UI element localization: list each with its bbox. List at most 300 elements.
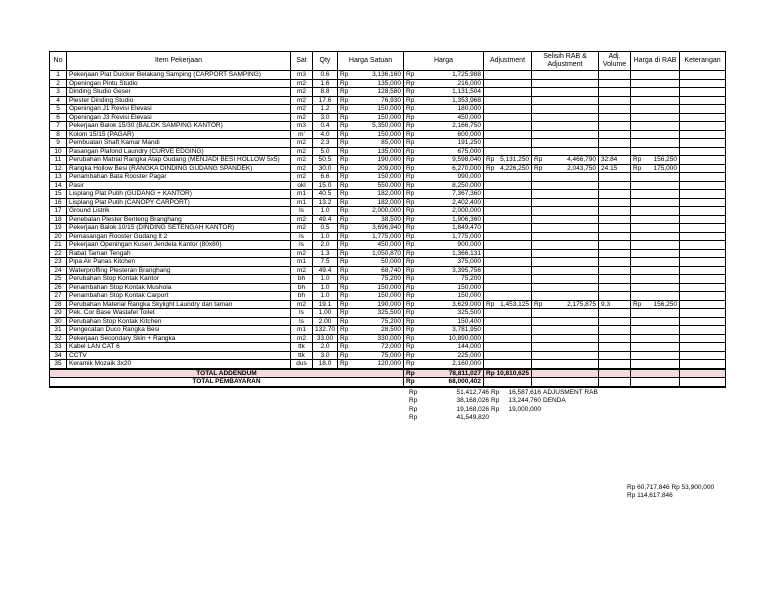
cell-harga-satuan bbox=[338, 258, 404, 267]
cell-text: Pipa Air Panas Kitchen bbox=[69, 258, 136, 266]
cell-sat bbox=[291, 113, 313, 122]
cell-amount: 150,000 bbox=[457, 292, 481, 300]
cell-adj-volume bbox=[599, 122, 631, 131]
total-pembayaran-label: TOTAL PEMBAYARAN bbox=[50, 378, 404, 387]
total-addendum-value bbox=[404, 369, 484, 378]
cell-keterangan bbox=[680, 113, 726, 122]
cell-amount: 150,400 bbox=[457, 317, 481, 325]
cell-adj-volume bbox=[599, 181, 631, 190]
currency-label: Rp bbox=[406, 309, 415, 317]
table-row bbox=[50, 88, 726, 97]
table-row bbox=[50, 71, 726, 80]
cell-keterangan bbox=[680, 147, 726, 156]
cell-text: 7 bbox=[56, 122, 60, 130]
cell-harga-rab bbox=[631, 241, 680, 250]
table-row bbox=[50, 334, 726, 343]
cell-qty bbox=[313, 309, 338, 318]
cell-text: 11 bbox=[54, 156, 62, 164]
cell-qty bbox=[313, 343, 338, 352]
cell-item bbox=[67, 266, 291, 275]
empty-cell bbox=[484, 378, 532, 387]
cell-amount: 150,000 bbox=[377, 113, 401, 121]
cell-text: m3 bbox=[296, 122, 307, 130]
header-no: No bbox=[50, 52, 67, 71]
cell-adj-volume bbox=[599, 275, 631, 284]
cell-qty bbox=[313, 181, 338, 190]
cell-harga-satuan bbox=[338, 88, 404, 97]
cell-adjustment bbox=[484, 351, 532, 360]
cell-text: Perubahan Stop Kontak Kitchen bbox=[69, 317, 162, 325]
cell-amount: 2,166,750 bbox=[452, 122, 481, 130]
header-keterangan: Keterangan bbox=[680, 52, 726, 71]
cell-qty bbox=[313, 96, 338, 105]
cell-text: 5.0 bbox=[320, 147, 330, 155]
cell-amount: 5,131,250 bbox=[500, 156, 530, 164]
cell-item bbox=[67, 122, 291, 131]
summary-lines bbox=[409, 389, 726, 423]
cell-text: 1.2 bbox=[320, 105, 330, 113]
currency-label: Rp bbox=[340, 360, 349, 368]
side-note-2: Rp 114,617,846 bbox=[627, 492, 673, 499]
cell-qty bbox=[313, 79, 338, 88]
cell-text: m2 bbox=[296, 215, 307, 223]
currency-label: Rp bbox=[340, 207, 349, 215]
currency-label: Rp bbox=[486, 300, 495, 308]
total-adj-amount: 10,810,625 bbox=[496, 369, 530, 377]
cell-qty bbox=[313, 71, 338, 80]
cell-qty bbox=[313, 113, 338, 122]
cell-harga-satuan bbox=[338, 292, 404, 301]
currency-label: Rp bbox=[486, 164, 495, 172]
cell-item bbox=[67, 181, 291, 190]
cell-amount: 1,131,504 bbox=[452, 88, 481, 96]
cell-harga bbox=[404, 351, 484, 360]
cell-no bbox=[50, 300, 67, 309]
cell-qty bbox=[313, 275, 338, 284]
cell-sat bbox=[291, 105, 313, 114]
currency-label: Rp bbox=[406, 317, 415, 325]
cell-adjustment bbox=[484, 173, 532, 182]
header-sat: Sat bbox=[291, 52, 313, 71]
empty-cell bbox=[532, 369, 599, 378]
cell-sat bbox=[291, 334, 313, 343]
cell-sat bbox=[291, 232, 313, 241]
cell-harga-satuan bbox=[338, 139, 404, 148]
cell-adj-volume bbox=[599, 139, 631, 148]
cell-selisih bbox=[532, 215, 599, 224]
currency-label: Rp bbox=[340, 156, 349, 164]
cell-adj-volume bbox=[599, 258, 631, 267]
cell-text: bh bbox=[297, 275, 306, 283]
cell-text: m1 bbox=[296, 258, 307, 266]
cell-item bbox=[67, 147, 291, 156]
cell-harga-satuan bbox=[338, 275, 404, 284]
cell-text: ls bbox=[299, 309, 304, 317]
table-row bbox=[50, 198, 726, 207]
summary-line bbox=[409, 389, 726, 398]
header-harga-rab: Harga di RAB bbox=[631, 52, 680, 71]
cell-qty bbox=[313, 300, 338, 309]
cell-text: 4 bbox=[56, 96, 60, 104]
cell-harga bbox=[404, 249, 484, 258]
cell-text: bh bbox=[297, 283, 306, 291]
cell-adjustment bbox=[484, 113, 532, 122]
cell-harga-rab bbox=[631, 181, 680, 190]
currency-label: Rp bbox=[340, 258, 349, 266]
currency-label: Rp bbox=[406, 334, 415, 342]
table-row bbox=[50, 173, 726, 182]
cell-keterangan bbox=[680, 309, 726, 318]
cell-adjustment bbox=[484, 326, 532, 335]
cell-harga-rab bbox=[631, 88, 680, 97]
cell-text: 40.5 bbox=[318, 190, 332, 198]
cell-keterangan bbox=[680, 360, 726, 369]
cell-harga-rab bbox=[631, 156, 680, 165]
cell-amount: 3,781,950 bbox=[452, 326, 481, 334]
cell-keterangan bbox=[680, 173, 726, 182]
cell-harga-satuan bbox=[338, 173, 404, 182]
table-row bbox=[50, 105, 726, 114]
cell-amount: 175,000 bbox=[653, 164, 678, 172]
cell-no bbox=[50, 224, 67, 233]
cell-harga-rab bbox=[631, 147, 680, 156]
cell-amount: 75,200 bbox=[461, 275, 481, 283]
cell-text: 49.4 bbox=[318, 215, 332, 223]
cell-selisih bbox=[532, 360, 599, 369]
cell-text: 23 bbox=[54, 258, 62, 266]
cell-harga-rab bbox=[631, 360, 680, 369]
cell-adj-volume bbox=[599, 71, 631, 80]
currency-label: Rp bbox=[406, 147, 415, 155]
cell-amount: 2,175,875 bbox=[567, 300, 597, 308]
cell-harga bbox=[404, 79, 484, 88]
cell-harga-rab bbox=[631, 105, 680, 114]
cell-no bbox=[50, 351, 67, 360]
cell-keterangan bbox=[680, 300, 726, 309]
cell-harga bbox=[404, 283, 484, 292]
cell-harga-rab bbox=[631, 122, 680, 131]
cell-no bbox=[50, 173, 67, 182]
currency-label: Rp bbox=[340, 317, 349, 325]
cell-adjustment bbox=[484, 249, 532, 258]
cell-no bbox=[50, 139, 67, 148]
cell-amount: 4,226,250 bbox=[500, 164, 530, 172]
cell-adj-volume bbox=[599, 113, 631, 122]
cell-adj-volume bbox=[599, 334, 631, 343]
cell-amount: 180,000 bbox=[457, 105, 481, 113]
cell-item bbox=[67, 232, 291, 241]
cell-harga-satuan bbox=[338, 198, 404, 207]
currency-label: Rp bbox=[406, 258, 415, 266]
cell-text: 50.5 bbox=[318, 156, 332, 164]
cell-text: 20 bbox=[54, 232, 62, 240]
cell-harga bbox=[404, 241, 484, 250]
currency-label: Rp bbox=[406, 343, 415, 351]
cell-adj-volume bbox=[599, 292, 631, 301]
cell-item bbox=[67, 139, 291, 148]
cell-no bbox=[50, 249, 67, 258]
currency-label: Rp bbox=[340, 241, 349, 249]
currency-label: Rp bbox=[340, 147, 349, 155]
currency-label: Rp bbox=[406, 105, 415, 113]
cell-text: Pemasangan Rooster Gudang lt 2 bbox=[69, 232, 168, 240]
cell-item bbox=[67, 317, 291, 326]
cell-selisih bbox=[532, 79, 599, 88]
summary-value-2: 19,000,000 bbox=[508, 405, 541, 413]
header-adj-volume: Adj. Volume bbox=[599, 52, 631, 71]
cell-text: 19.1 bbox=[318, 300, 332, 308]
cell-adj-volume bbox=[599, 249, 631, 258]
currency-label: Rp bbox=[406, 139, 415, 147]
cell-text: m2 bbox=[296, 79, 307, 87]
cell-harga bbox=[404, 232, 484, 241]
cell-item bbox=[67, 164, 291, 173]
cell-harga-rab bbox=[631, 164, 680, 173]
cell-qty bbox=[313, 130, 338, 139]
cell-harga-rab bbox=[631, 309, 680, 318]
cell-text: 16 bbox=[54, 198, 62, 206]
cell-adj-volume bbox=[599, 232, 631, 241]
cell-no bbox=[50, 190, 67, 199]
cell-text: 2.0 bbox=[320, 241, 330, 249]
cell-text: 29 bbox=[54, 309, 62, 317]
empty-cell bbox=[680, 369, 726, 378]
table-row bbox=[50, 156, 726, 165]
header-qty: Qty bbox=[313, 52, 338, 71]
cell-text: Kabel LAN CAT 6 bbox=[69, 343, 120, 351]
cell-item bbox=[67, 309, 291, 318]
cell-harga-rab bbox=[631, 190, 680, 199]
cell-harga-rab bbox=[631, 334, 680, 343]
cell-text: 1.0 bbox=[320, 207, 330, 215]
cell-text: Waterproffing Plesteran Branghang bbox=[69, 266, 171, 274]
empty-cell bbox=[532, 378, 599, 387]
cell-adj-volume bbox=[599, 215, 631, 224]
cell-selisih bbox=[532, 241, 599, 250]
table-row bbox=[50, 283, 726, 292]
cell-selisih bbox=[532, 130, 599, 139]
cell-text: Openingan J1 Revisi Elevasi bbox=[69, 105, 152, 113]
cell-harga bbox=[404, 292, 484, 301]
cell-adj-volume bbox=[599, 156, 631, 165]
cell-no bbox=[50, 122, 67, 131]
cell-harga-rab bbox=[631, 215, 680, 224]
cell-sat bbox=[291, 190, 313, 199]
cell-harga bbox=[404, 139, 484, 148]
cell-harga bbox=[404, 88, 484, 97]
currency-label: Rp bbox=[409, 388, 418, 396]
cell-amount: 144,000 bbox=[457, 343, 481, 351]
currency-label: Rp bbox=[486, 156, 495, 164]
cell-amount: 135,000 bbox=[377, 147, 401, 155]
cell-amount: 3,629,000 bbox=[452, 300, 481, 308]
cell-harga bbox=[404, 275, 484, 284]
cell-adj-volume bbox=[599, 326, 631, 335]
cell-text: m2 bbox=[296, 96, 307, 104]
cell-amount: 3,696,940 bbox=[372, 224, 401, 232]
total-addendum-adj bbox=[484, 369, 532, 378]
cell-adj-volume bbox=[599, 88, 631, 97]
currency-label: Rp bbox=[491, 397, 500, 404]
cell-harga-rab bbox=[631, 266, 680, 275]
cell-no bbox=[50, 266, 67, 275]
cell-harga bbox=[404, 317, 484, 326]
cell-qty bbox=[313, 241, 338, 250]
table-row bbox=[50, 224, 726, 233]
cell-no bbox=[50, 232, 67, 241]
cell-amount: 150,000 bbox=[377, 105, 401, 113]
cell-text: 24 bbox=[54, 266, 62, 274]
cell-text: Perubahan Matrial Rangka Atap Gudang (MENJADI BESI HOLLOW 5x5) bbox=[69, 156, 280, 164]
cell-qty bbox=[313, 190, 338, 199]
cell-amount: 85,000 bbox=[381, 139, 401, 147]
cell-keterangan bbox=[680, 79, 726, 88]
cell-no bbox=[50, 113, 67, 122]
cell-text: Penebalan Plester Benteng Branghang bbox=[69, 215, 182, 223]
currency-label: Rp bbox=[491, 388, 500, 396]
cell-text: 9.3 bbox=[601, 300, 611, 308]
cell-amount: 1,050,870 bbox=[372, 249, 401, 257]
cell-text: ttk bbox=[298, 351, 305, 359]
cell-selisih bbox=[532, 190, 599, 199]
cell-harga-satuan bbox=[338, 71, 404, 80]
cell-text: 49.4 bbox=[318, 266, 332, 274]
cell-no bbox=[50, 334, 67, 343]
cell-text: Ground Listrik bbox=[69, 207, 110, 215]
cell-harga bbox=[404, 164, 484, 173]
cell-amount: 225,000 bbox=[457, 351, 481, 359]
cell-sat bbox=[291, 164, 313, 173]
cell-text: 18 bbox=[54, 215, 62, 223]
currency-label: Rp bbox=[406, 369, 415, 377]
cell-amount: 325,500 bbox=[457, 309, 481, 317]
currency-label: Rp bbox=[340, 283, 349, 291]
cell-amount: 325,500 bbox=[377, 309, 401, 317]
cell-harga-satuan bbox=[338, 164, 404, 173]
cell-text: 2 bbox=[56, 79, 60, 87]
table-row bbox=[50, 139, 726, 148]
cell-harga bbox=[404, 147, 484, 156]
cell-keterangan bbox=[680, 156, 726, 165]
currency-label: Rp bbox=[340, 292, 349, 300]
cell-amount: 128,580 bbox=[377, 88, 401, 96]
cell-text: m2 bbox=[296, 173, 307, 181]
cell-adjustment bbox=[484, 215, 532, 224]
total-pembayaran-amount: 68,000,402 bbox=[448, 378, 481, 386]
total-pembayaran-value bbox=[404, 378, 484, 387]
cell-text: ls bbox=[299, 241, 304, 249]
cell-selisih bbox=[532, 258, 599, 267]
cell-harga-satuan bbox=[338, 105, 404, 114]
cell-harga bbox=[404, 309, 484, 318]
cell-text: 35 bbox=[54, 360, 62, 368]
cell-no bbox=[50, 105, 67, 114]
currency-label: Rp bbox=[406, 71, 415, 79]
cell-harga-satuan bbox=[338, 343, 404, 352]
cell-sat bbox=[291, 309, 313, 318]
cell-selisih bbox=[532, 105, 599, 114]
cell-adjustment bbox=[484, 275, 532, 284]
currency-label: Rp bbox=[406, 130, 415, 138]
cell-amount: 75,200 bbox=[381, 317, 401, 325]
cell-no bbox=[50, 88, 67, 97]
table-row bbox=[50, 317, 726, 326]
table-row bbox=[50, 360, 726, 369]
cell-text: Pekerjaan Plat Duicker Belakang Samping (CARPORT SAMPING) bbox=[69, 71, 261, 79]
cell-item bbox=[67, 173, 291, 182]
cell-harga-satuan bbox=[338, 207, 404, 216]
cell-sat bbox=[291, 326, 313, 335]
cell-selisih bbox=[532, 300, 599, 309]
cell-harga-rab bbox=[631, 351, 680, 360]
cell-item bbox=[67, 198, 291, 207]
cell-text: 0.4 bbox=[320, 122, 330, 130]
cell-harga bbox=[404, 343, 484, 352]
cell-qty bbox=[313, 258, 338, 267]
summary-line bbox=[409, 406, 726, 415]
cell-harga-rab bbox=[631, 326, 680, 335]
cell-no bbox=[50, 79, 67, 88]
total-pembayaran-row bbox=[50, 378, 726, 387]
summary-label: ADJUSMENT RAB bbox=[543, 388, 598, 396]
cell-selisih bbox=[532, 96, 599, 105]
currency-label: Rp bbox=[534, 300, 543, 308]
cell-harga-satuan bbox=[338, 232, 404, 241]
cell-amount: 1,353,968 bbox=[452, 96, 481, 104]
cell-text: 13.2 bbox=[318, 198, 332, 206]
cell-adj-volume bbox=[599, 309, 631, 318]
summary-line bbox=[409, 397, 726, 406]
cell-qty bbox=[313, 156, 338, 165]
header-harga-satuan: Harga Satuan bbox=[338, 52, 404, 71]
cell-keterangan bbox=[680, 88, 726, 97]
cell-item bbox=[67, 88, 291, 97]
cell-selisih bbox=[532, 283, 599, 292]
cell-no bbox=[50, 130, 67, 139]
currency-label: Rp bbox=[406, 207, 415, 215]
currency-label: Rp bbox=[406, 232, 415, 240]
cell-no bbox=[50, 215, 67, 224]
cell-qty bbox=[313, 88, 338, 97]
table-row bbox=[50, 275, 726, 284]
cell-text: 30 bbox=[54, 317, 62, 325]
cell-no bbox=[50, 258, 67, 267]
currency-label: Rp bbox=[409, 397, 418, 404]
cell-sat bbox=[291, 156, 313, 165]
summary-value: 38,168,026 bbox=[456, 397, 489, 404]
cell-amount: 3,136,160 bbox=[372, 71, 401, 79]
cell-harga-rab bbox=[631, 300, 680, 309]
cell-qty bbox=[313, 351, 338, 360]
cell-keterangan bbox=[680, 164, 726, 173]
cell-adj-volume bbox=[599, 283, 631, 292]
currency-label: Rp bbox=[406, 266, 415, 274]
cell-sat bbox=[291, 88, 313, 97]
cell-adjustment bbox=[484, 190, 532, 199]
cell-keterangan bbox=[680, 181, 726, 190]
cell-no bbox=[50, 317, 67, 326]
cell-text: 32.84 bbox=[601, 156, 618, 164]
cell-amount: 10,890,000 bbox=[448, 334, 481, 342]
cell-harga-rab bbox=[631, 343, 680, 352]
cell-adjustment bbox=[484, 266, 532, 275]
cell-text: m3 bbox=[296, 71, 307, 79]
table-row bbox=[50, 164, 726, 173]
cell-qty bbox=[313, 292, 338, 301]
cell-no bbox=[50, 207, 67, 216]
currency-label: Rp bbox=[340, 190, 349, 198]
currency-label: Rp bbox=[406, 79, 415, 87]
